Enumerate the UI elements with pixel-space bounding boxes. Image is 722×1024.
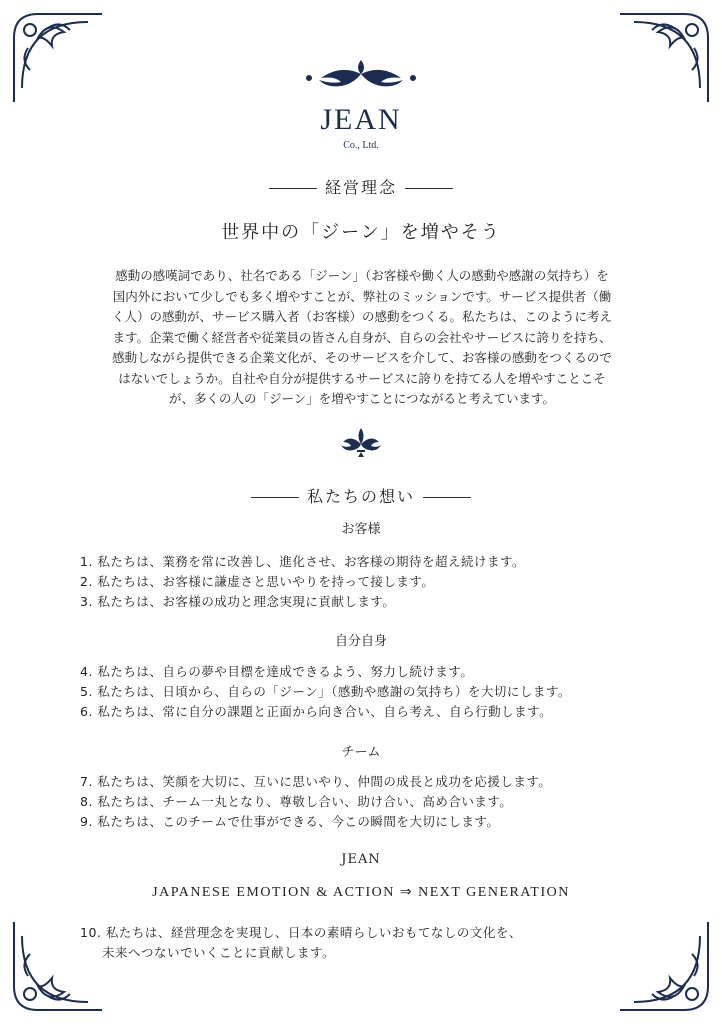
paragraph-line: ます。企業で働く経営者や従業員の皆さん自身が、自らの会社やサービスに誇りを持ち、 <box>112 329 612 345</box>
section-heading-thoughts <box>0 484 722 507</box>
heading-text: 経営理念 <box>324 178 397 197</box>
company-logo-subtitle: Co., Ltd. <box>343 140 379 151</box>
heading-text: 私たちの想い <box>306 487 415 506</box>
paragraph-line: はないでしょうか。自社や自分が提供するサービスに誇りを持てる人を増やすことこそ <box>118 370 606 386</box>
list-item: 3. 私たちは、お客様の成功と理念実現に貢献します。 <box>80 594 396 609</box>
subheading-self: 自分自身 <box>334 634 387 649</box>
subheading-customers: お客様 <box>341 522 381 537</box>
list-team <box>80 772 680 832</box>
divider <box>269 188 317 189</box>
list-self <box>80 662 680 722</box>
list-item: 5. 私たちは、日頃から、自らの「ジーン」（感動や感謝の気持ち）を大切にします。 <box>80 684 571 699</box>
list-item: 7. 私たちは、笑顔を大切に、互いに思いやり、仲間の成長と成功を応援します。 <box>80 774 552 789</box>
list-item-continuation: 未来へつないでいくことに貢献します。 <box>102 945 336 960</box>
main-slogan: 世界中の「ジーン」を増やそう <box>221 222 501 243</box>
paragraph-line: が、多くの人の「ジーン」を増やすことにつながると考えています。 <box>168 391 555 406</box>
philosophy-paragraph <box>56 266 668 410</box>
list-item: 10. 私たちは、経営理念を実現し、日本の素晴らしいおもてなしの文化を、 <box>80 925 522 940</box>
list-jean <box>80 923 680 963</box>
list-item: 4. 私たちは、自らの夢や目標を達成できるよう、努力し続けます。 <box>80 664 474 679</box>
list-item: 1. 私たちは、業務を常に改善し、進化させ、お客様の期待を超え続けます。 <box>80 554 526 569</box>
list-customers <box>80 552 680 612</box>
ornament-fleur-icon <box>339 426 383 458</box>
paragraph-line: く人）の感動が、サービス購入者（お客様）の感動をつくる。私たちは、このように考え <box>111 309 612 324</box>
list-item: 2. 私たちは、お客様に謙虚さと思いやりを持って接します。 <box>80 574 435 589</box>
paragraph-line: 国内外において少しでも多く増やすことが、弊社のミッションです。サービス提供者（働 <box>112 288 612 304</box>
divider <box>423 497 471 498</box>
divider <box>405 188 453 189</box>
list-item: 9. 私たちは、このチームで仕事ができる、今この瞬間を大切にします。 <box>80 814 500 829</box>
paragraph-line: 感動しながら提供できる企業文化が、そのサービスを介して、お客様の感動をつくるので <box>112 350 612 365</box>
paragraph-line: 感動の感嘆詞であり、社名である「ジーン」（お客様や働く人の感動や感謝の気持ち）を <box>115 268 609 283</box>
section-heading-philosophy <box>0 175 722 198</box>
divider <box>251 497 299 498</box>
ornament-crown-icon <box>301 56 421 88</box>
list-item: 6. 私たちは、常に自分の課題と正面から向き合い、自ら考え、自ら行動します。 <box>80 704 553 719</box>
company-logo-title: JEAN <box>320 103 402 136</box>
corner-flourish-icon <box>8 8 108 108</box>
list-item: 8. 私たちは、チーム一丸となり、尊敬し合い、助け合い、高め合います。 <box>80 794 513 809</box>
subheading-team: チーム <box>341 745 381 760</box>
subheading-jean: JEAN <box>341 852 381 867</box>
jean-motto: JAPANESE EMOTION & ACTION ⇒ NEXT GENERATION <box>152 885 570 900</box>
corner-flourish-icon <box>614 8 714 108</box>
